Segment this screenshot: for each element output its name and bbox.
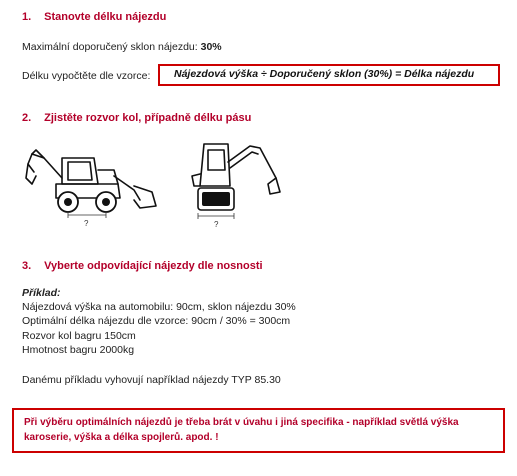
example-line-3: Rozvor kol bagru 150cm xyxy=(22,330,136,342)
track-length-marker: ? xyxy=(214,220,219,229)
backhoe-loader-illustration xyxy=(22,140,162,220)
warning-note-line-2: karoserie, výška a délka spojlerů. apod. ! xyxy=(24,432,219,443)
max-slope-value: 30% xyxy=(200,41,222,53)
section3-number: 3. xyxy=(22,260,32,272)
section1-heading xyxy=(22,11,166,23)
section3-heading xyxy=(22,260,263,272)
wheelbase-marker-left: ? xyxy=(84,219,89,228)
example-line-2: Optimální délka nájezdu dle vzorce: 90cm / 30% = 300cm xyxy=(22,315,291,327)
section1-number: 1. xyxy=(22,11,32,23)
max-slope-line xyxy=(22,41,222,53)
warning-note-box xyxy=(12,408,505,453)
example-conclusion: Danému příkladu vyhovují například nájezdy TYP 85.30 xyxy=(22,374,281,386)
example-heading: Příklad: xyxy=(22,287,61,299)
section3-title: Vyberte odpovídající nájezdy dle nosnosti xyxy=(44,260,263,272)
section2-heading xyxy=(22,112,251,124)
max-slope-label: Maximální doporučený sklon nájezdu: xyxy=(22,41,198,53)
warning-note-line-1: Při výběru optimálních nájezdů je třeba brát v úvahu i jiná specifika - například světlá výška xyxy=(24,417,459,428)
example-line-1: Nájezdová výška na automobilu: 90cm, sklon nájezdu 30% xyxy=(22,301,296,313)
formula-box: Nájezdová výška ÷ Doporučený sklon (30%) = Délka nájezdu xyxy=(158,64,500,86)
calc-label: Délku vypočtěte dle vzorce: xyxy=(22,70,151,82)
section2-title: Zjistěte rozvor kol, případně délku pásu xyxy=(44,112,252,124)
tracked-excavator-illustration xyxy=(190,134,300,224)
example-line-4: Hmotnost bagru 2000kg xyxy=(22,344,135,356)
section2-number: 2. xyxy=(22,112,32,124)
section1-title: Stanovte délku nájezdu xyxy=(44,11,167,23)
